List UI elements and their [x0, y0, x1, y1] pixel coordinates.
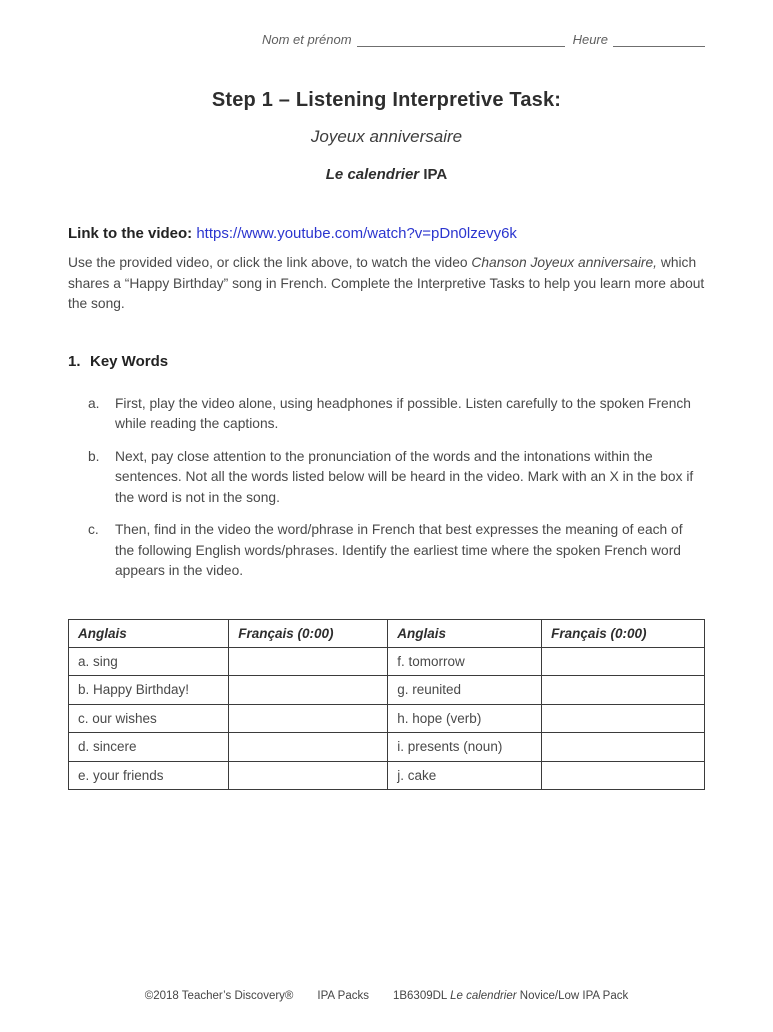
table-row [69, 676, 705, 705]
table-row [69, 647, 705, 676]
english-word-cell: b. Happy Birthday! [69, 676, 229, 705]
french-answer-cell [542, 733, 705, 762]
english-word-cell: a. sing [69, 647, 229, 676]
english-word-cell: f. tomorrow [388, 647, 542, 676]
french-answer-cell [229, 676, 388, 705]
video-link-row [68, 225, 705, 242]
french-answer-cell [229, 647, 388, 676]
doc-title-ipa-part: IPA [419, 166, 448, 183]
instruction-item-b [88, 447, 705, 509]
english-word-cell: j. cake [388, 761, 542, 790]
french-answer-cell [542, 676, 705, 705]
english-word-cell: d. sincere [69, 733, 229, 762]
instruction-letter: c. [88, 522, 99, 537]
footer-product-code: 1B6309DL Le calendrier Novice/Low IPA Pack [392, 990, 629, 1002]
video-link-label: Link to the video: [68, 225, 197, 242]
section-heading-key-words [68, 353, 705, 370]
table-row [69, 761, 705, 790]
footer [0, 990, 773, 1002]
key-words-table [68, 619, 705, 791]
page-title: Step 1 – Listening Interpretive Task: [211, 89, 562, 111]
english-word-cell: g. reunited [388, 676, 542, 705]
intro-text-2: which shares a “Happy Birthday” song in French. Complete the Interpretive Tasks to help you learn more about the song. [68, 255, 705, 311]
french-answer-cell [229, 704, 388, 733]
table-header-row [69, 619, 705, 647]
english-word-cell: c. our wishes [69, 704, 229, 733]
french-answer-cell [542, 647, 705, 676]
french-answer-cell [542, 761, 705, 790]
table-row [69, 733, 705, 762]
header-francais-1: Français (0:00) [229, 619, 388, 647]
nom-prenom-label: Nom et prénom [261, 32, 352, 47]
instruction-text: Then, find in the video the word/phrase in French that best expresses the meaning of each of the following English words/phrases. Identify the earliest time where the spoken French word appears in the video. [115, 522, 683, 578]
worksheet-page [0, 32, 773, 790]
english-word-cell: h. hope (verb) [388, 704, 542, 733]
doc-title-italic-part: Le calendrier [325, 166, 420, 183]
header-francais-2: Français (0:00) [542, 619, 705, 647]
footer-copyright: ©2018 Teacher’s Discovery® [144, 990, 294, 1002]
intro-paragraph [68, 253, 705, 315]
song-subtitle: Joyeux anniversaire [310, 127, 463, 146]
instruction-text: First, play the video alone, using headphones if possible. Listen carefully to the spoken French while reading the captions. [115, 395, 691, 431]
nom-prenom-blank [357, 33, 565, 47]
french-answer-cell [229, 733, 388, 762]
intro-song-title: Chanson Joyeux anniversaire, [471, 255, 658, 270]
instruction-letter: a. [88, 395, 100, 411]
heure-label: Heure [572, 32, 608, 47]
section-number: 1. [68, 352, 81, 370]
section-title: Key Words [90, 352, 169, 370]
instruction-item-a [88, 394, 705, 435]
english-word-cell: i. presents (noun) [388, 733, 542, 762]
instruction-letter: b. [88, 448, 100, 464]
header-anglais-1: Anglais [69, 619, 229, 647]
footer-title-italic: Le calendrier [450, 990, 517, 1002]
footer-ipa-packs: IPA Packs [317, 990, 369, 1002]
heure-blank [613, 33, 705, 47]
table-row [69, 704, 705, 733]
french-answer-cell [229, 761, 388, 790]
header-anglais-2: Anglais [388, 619, 542, 647]
instruction-item-c [88, 520, 705, 582]
video-link[interactable]: https://www.youtube.com/watch?v=pDn0lzevy6k [196, 225, 517, 242]
intro-text-1: Use the provided video, or click the link above, to watch the video [68, 255, 472, 270]
french-answer-cell [542, 704, 705, 733]
english-word-cell: e. your friends [69, 761, 229, 790]
instruction-list [68, 394, 705, 582]
instruction-text: Next, pay close attention to the pronunciation of the words and the intonations within the sentences. Not all the words listed below will be heard in the video. Mark with an X in the box if the word is not in the song. [115, 448, 694, 505]
name-heure-header [68, 32, 705, 47]
doc-title [68, 166, 705, 183]
